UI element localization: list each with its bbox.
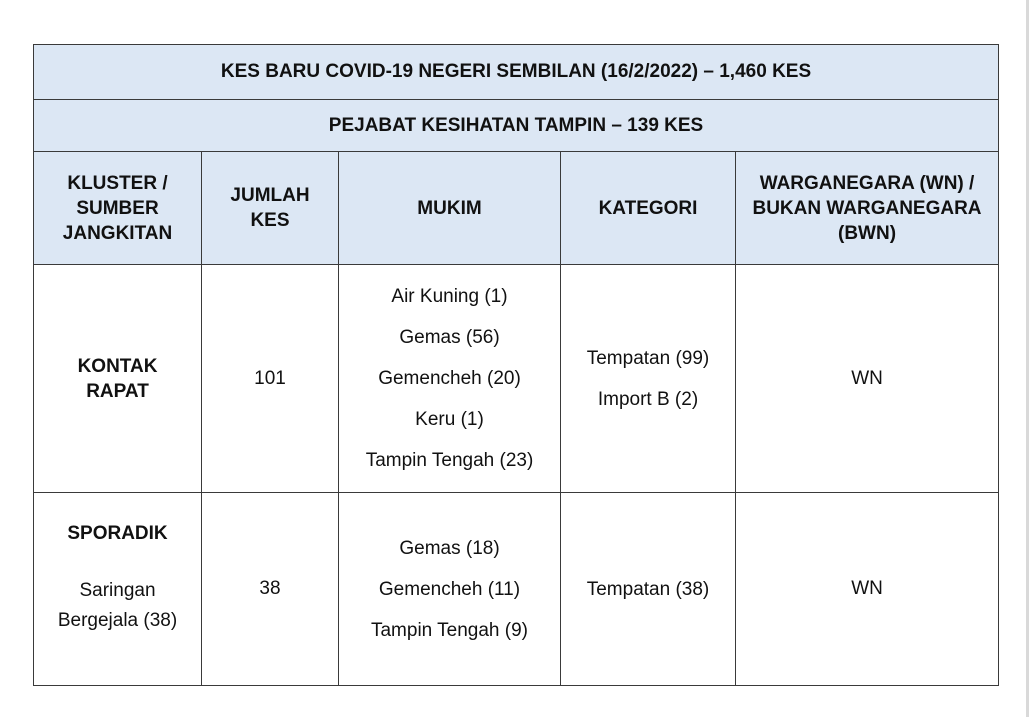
table-subtitle: PEJABAT KESIHATAN TAMPIN – 139 KES — [34, 100, 999, 152]
mukim-item: Gemas (18) — [399, 537, 500, 559]
mukim-item: Air Kuning (1) — [391, 286, 508, 307]
title-row — [34, 45, 999, 100]
kluster-sub-text: Saringan Bergejala (38) — [57, 580, 178, 631]
kluster-cell — [34, 265, 202, 493]
header-kategori: KATEGORI — [561, 152, 736, 265]
header-warganegara — [736, 152, 999, 265]
header-mukim: MUKIM — [339, 152, 561, 265]
header-kluster — [34, 152, 202, 265]
jumlah-cell: 38 — [202, 493, 339, 686]
header-jumlah-text: JUMLAH KES — [230, 185, 310, 231]
column-header-row — [34, 152, 999, 265]
mukim-cell — [339, 493, 561, 686]
jumlah-cell: 101 — [202, 265, 339, 493]
kategori-list — [567, 569, 729, 610]
kategori-cell — [561, 265, 736, 493]
table-row — [34, 265, 999, 493]
table-row — [34, 493, 999, 686]
covid-cases-table — [33, 44, 999, 686]
kategori-cell — [561, 493, 736, 686]
mukim-item: Tampin Tengah (9) — [370, 619, 529, 641]
kluster-name: SPORADIK — [67, 523, 168, 544]
mukim-item: Gemencheh (20) — [378, 368, 521, 389]
warganegara-cell: WN — [736, 265, 999, 493]
kluster-name: KONTAK RAPAT — [77, 355, 158, 402]
kategori-item: Tempatan (99) — [586, 347, 710, 369]
kategori-item: Tempatan (38) — [586, 578, 710, 600]
mukim-item: Tampin Tengah (23) — [365, 450, 534, 471]
mukim-list — [345, 276, 554, 481]
mukim-list — [345, 528, 554, 651]
kategori-list — [567, 338, 729, 420]
header-kluster-text: KLUSTER / SUMBER JANGKITAN — [62, 172, 173, 244]
header-jumlah — [202, 152, 339, 265]
mukim-item: Gemas (56) — [399, 327, 500, 348]
warganegara-cell: WN — [736, 493, 999, 686]
mukim-item: Gemencheh (11) — [378, 578, 521, 600]
kluster-sub — [40, 576, 195, 636]
header-warganegara-text: WARGANEGARA (WN) / BUKAN WARGANEGARA (BWN) — [752, 172, 982, 244]
subtitle-row — [34, 100, 999, 152]
table-title: KES BARU COVID-19 NEGERI SEMBILAN (16/2/2022) – 1,460 KES — [34, 45, 999, 100]
kluster-cell — [34, 493, 202, 686]
kategori-item: Import B (2) — [597, 388, 699, 410]
mukim-item: Keru (1) — [415, 409, 484, 430]
mukim-cell — [339, 265, 561, 493]
